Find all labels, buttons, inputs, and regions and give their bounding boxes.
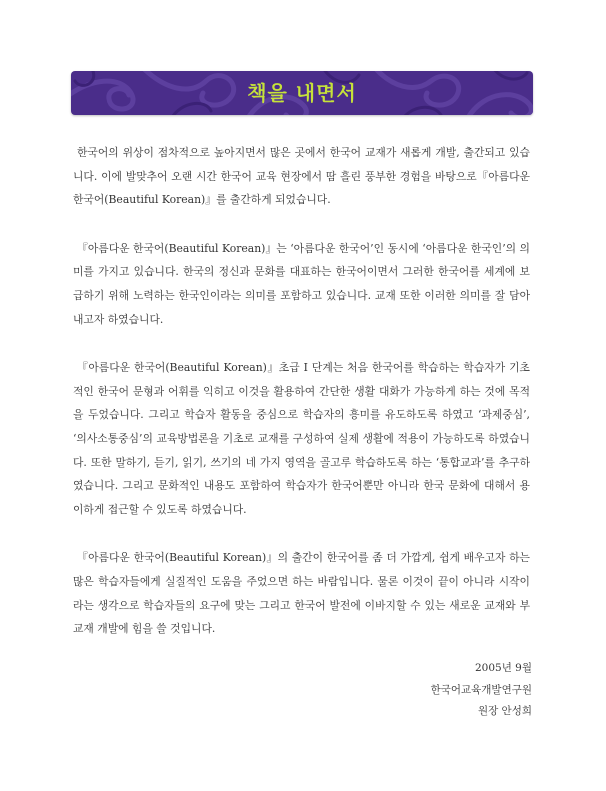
signature-author: 원장 안성희 xyxy=(477,705,532,717)
title-banner xyxy=(71,71,533,115)
paragraph-2: 『아름다운 한국어(Beautiful Korean)』는 ‘아름다운 한국어’인 동시에 ‘아름다운 한국인’의 의미를 가지고 있습니다. 한국의 정신과 문화를 대표하는 한국어이면서 그러한 한국어를 세계에 보급하기 위해 노력하는 한국인이라는 의미를 포함하고 있습니다. 교재 또한 이러한 의미를 잘 담아내고자 하였습니다. xyxy=(73,241,530,326)
paragraph-4: 『아름다운 한국어(Beautiful Korean)』의 출간이 한국어를 좀 더 가깝게, 쉽게 배우고자 하는 많은 학습자들에게 실질적인 도움을 주었으면 하는 바람입니다. 물론 이것이 끝이 아니라 시작이라는 생각으로 학습자들의 요구에 맞는 그리고 한국어 발전에 이바지할 수 있는 새로운 교재와 부교재 개발에 힘을 쓸 것입니다. xyxy=(73,551,530,636)
paragraph-1: 한국어의 위상이 점차적으로 높아지면서 많은 곳에서 한국어 교재가 새롭게 개발, 출간되고 있습니다. 이에 발맞추어 오랜 시간 한국어 교육 현장에서 땀 흘린 풍부한 경험을 바탕으로『아름다운 한국어(Beautiful Korean)』를 출간하게 되었습니다. xyxy=(73,146,530,207)
preface-body xyxy=(73,141,530,666)
signature-organization: 한국어교육개발연구원 xyxy=(430,683,532,696)
paragraph-3: 『아름다운 한국어(Beautiful Korean)』초급 I 단계는 처음 한국어를 학습하는 학습자가 기초적인 한국어 문형과 어휘를 익히고 이것을 활용하여 간단한 생활 대화가 가능하게 하는 것에 목적을 두었습니다. 그리고 학습자 활동을 중심으로 학습자의 흥미를 유도하도록 하였고 ‘과제중심’, ‘의사소통중심’의 교육방법론을 기초로 교재를 구성하여 실제 생활에 적용이 가능하도록 하였습니다. 또한 말하기, 듣기, 읽기, 쓰기의 네 가지 영역을 골고루 학습하도록 하는 ‘통합교과’를 추구하였습니다. 그리고 문화적인 내용도 포함하여 학습자가 한국어뿐만 아니라 한국 문화에 대해서 용이하게 접근할 수 있도록 하였습니다. xyxy=(73,361,530,516)
page-title: 책을 내면서 xyxy=(247,81,357,105)
signature-date: 2005년 9월 xyxy=(474,662,532,674)
signature-block xyxy=(431,658,532,723)
